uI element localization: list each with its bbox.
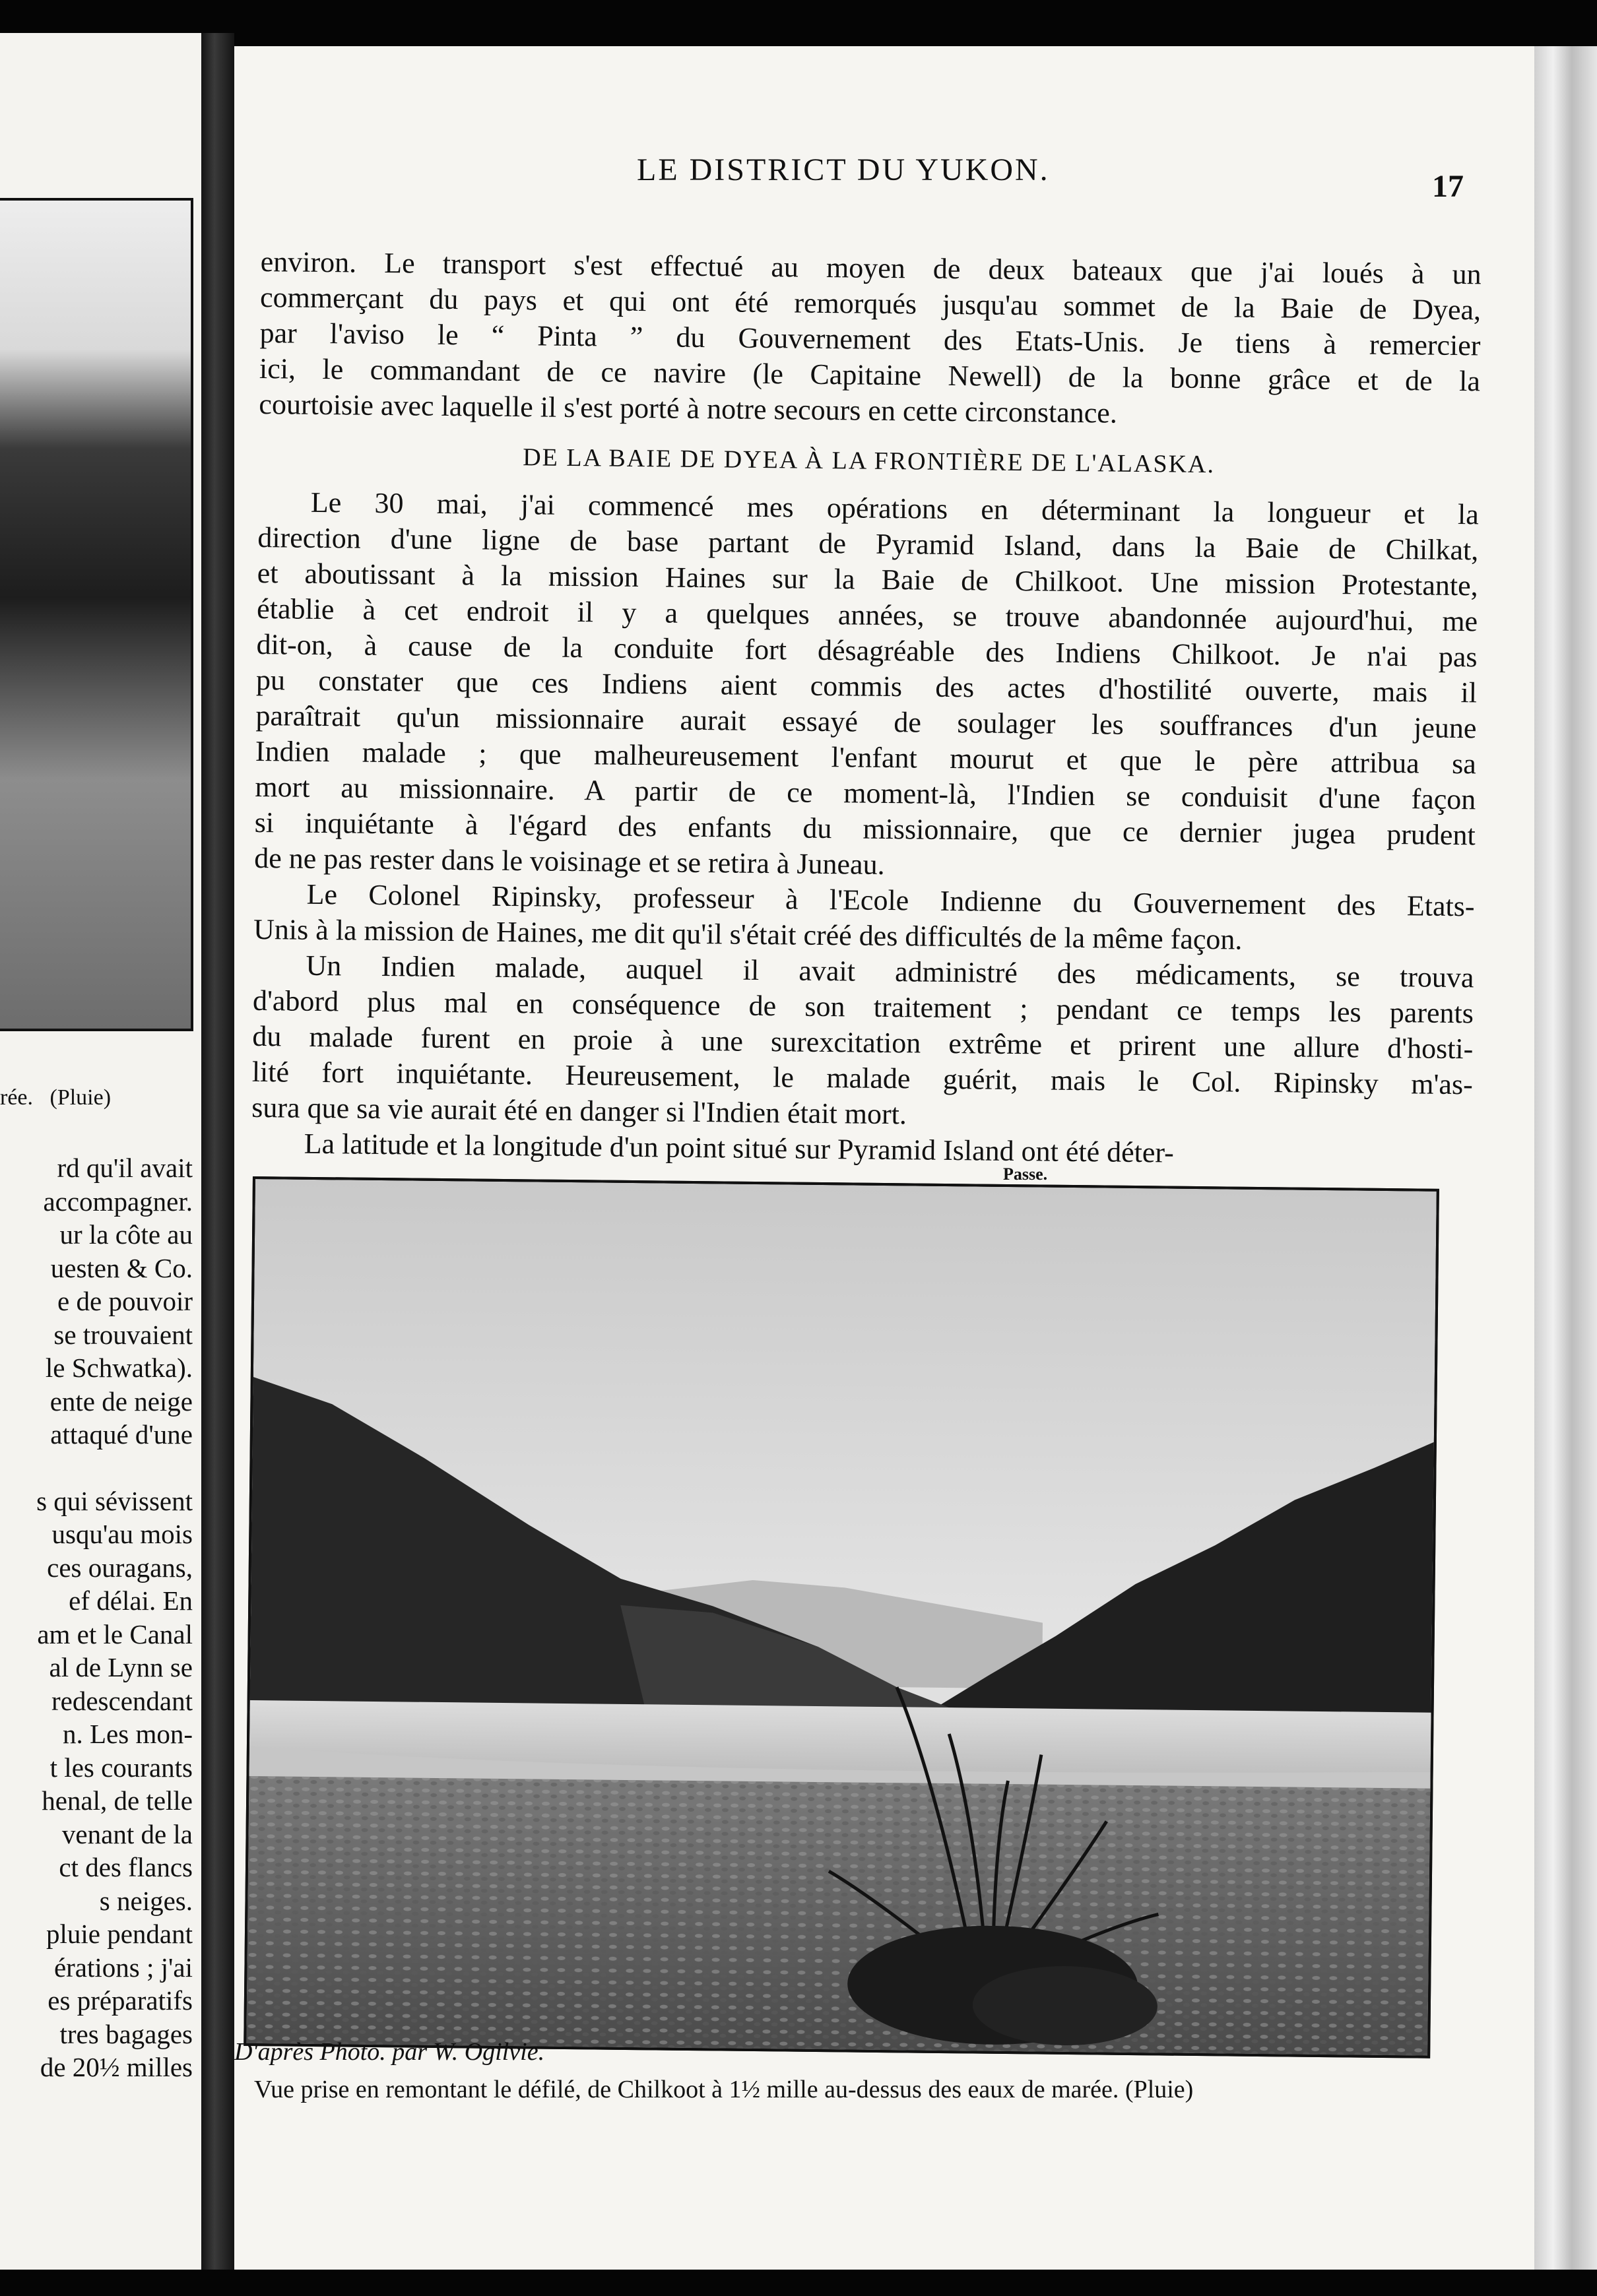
section-text-line: de ne pas rester dans le voisinage et se retira à Juneau. xyxy=(253,841,885,881)
section-text-line: Indien malade ; que malheureusement l'enfant mourut et que le père attribua sa xyxy=(255,734,1477,781)
previous-page-line: n. Les mon- xyxy=(63,1719,193,1749)
section-text-line: direction d'une ligne de base partant de Pyramid Island, dans la Baie de Chilkat, xyxy=(257,521,1479,567)
running-header: LE DISTRICT DU YUKON. xyxy=(637,152,1050,187)
page-edge xyxy=(1534,46,1597,2270)
section-text-line: du malade furent en proie à une surexcitation extrême et prirent une allure d'hosti- xyxy=(252,1019,1474,1066)
previous-page-line: s neiges. xyxy=(99,1885,193,1916)
section-text-line: Le 30 mai, j'ai commencé mes opérations en déterminant la longueur et la xyxy=(310,486,1480,531)
previous-page-line: ef délai. En xyxy=(69,1585,193,1616)
section-text-line: Le Colonel Ripinsky, professeur à l'Ecole Indienne du Gouvernement des Etats- xyxy=(306,877,1475,923)
previous-page-fragment xyxy=(0,33,205,2270)
previous-page-line: s qui sévissent xyxy=(36,1485,193,1516)
section-paragraphs xyxy=(251,484,1479,1174)
previous-page-line: attaqué d'une xyxy=(50,1419,193,1450)
intro-text-line: ici, le commandant de ce navire (le Capitaine Newell) de la bonne grâce et de la xyxy=(259,352,1481,398)
photo-label-passe: Passe. xyxy=(1003,1164,1048,1184)
section-text-line: et aboutissant à la mission Haines sur la Baie de Chilkoot. Une mission Protestante, xyxy=(257,556,1478,602)
intro-text-line: par l'aviso le “ Pinta ” du Gouvernement des Etats-Unis. Je tiens à remercier xyxy=(259,316,1481,362)
previous-page-line: rd qu'il avait xyxy=(57,1153,193,1183)
previous-page-line: pluie pendant xyxy=(46,1919,193,1949)
previous-page-line: érations ; j'ai xyxy=(53,1952,193,1983)
page-number: 17 xyxy=(1432,169,1464,204)
previous-page-line: venant de la xyxy=(61,1818,193,1849)
landscape-photo xyxy=(244,1176,1439,2058)
book-page xyxy=(234,46,1534,2270)
previous-page-line: al de Lynn se xyxy=(49,1652,193,1682)
previous-page-line: de 20½ milles xyxy=(40,2052,193,2082)
section-text-line: si inquiétante à l'égard des enfants du missionnaire, que ce dernier jugea prudent xyxy=(254,806,1476,852)
landscape-photo-image xyxy=(246,1179,1437,2056)
section-text-line: La latitude et la longitude d'un point situé sur Pyramid Island ont été déter- xyxy=(304,1127,1175,1169)
previous-page-line: accompagner. xyxy=(43,1186,193,1217)
body-text xyxy=(251,244,1481,1174)
section-text-line: mort au missionnaire. A partir de ce moment-là, l'Indien se conduisit d'une façon xyxy=(255,770,1476,816)
photo-caption: Vue prise en remontant le défilé, de Chilkoot à 1½ mille au-dessus des eaux de marée. (Pluie) xyxy=(254,2076,1194,2103)
previous-page-line: t les courants xyxy=(49,1752,193,1783)
previous-page-line: redescendant xyxy=(51,1685,193,1716)
section-text-line: sura que sa vie aurait été en danger si l'Indien était mort. xyxy=(251,1091,907,1131)
previous-page-line: henal, de telle xyxy=(42,1785,193,1816)
previous-page-line xyxy=(0,1451,193,1484)
previous-page-line: ente de neige xyxy=(49,1386,193,1417)
section-text-line: paraîtrait qu'un missionnaire aurait essayé de soulager les souffrances d'un jeune xyxy=(255,699,1477,745)
previous-page-caption: rée. (Pluie) xyxy=(0,1085,112,1110)
previous-page-line: e de pouvoir xyxy=(57,1286,193,1316)
intro-paragraph xyxy=(259,244,1482,435)
previous-page-line: ct des flancs xyxy=(59,1852,193,1882)
previous-page-line: ur la côte au xyxy=(59,1219,193,1250)
previous-page-line: le Schwatka). xyxy=(45,1353,193,1383)
photo-credit: D'après Photo. par W. Ogilvie. xyxy=(234,2038,545,2066)
previous-page-line: usqu'au mois xyxy=(51,1519,193,1549)
section-text-line: lité fort inquiétante. Heureusement, le malade guérit, mais le Col. Ripinsky m'as- xyxy=(251,1055,1474,1101)
section-text-line: Unis à la mission de Haines, me dit qu'il s'était créé des difficultés de la même façon. xyxy=(253,912,1243,956)
section-text-line: d'abord plus mal en conséquence de son traitement ; pendant ce temps les parents xyxy=(252,984,1474,1030)
section-text-line: pu constater que ces Indiens aient commis des actes d'hostilité ouverte, mais il xyxy=(255,663,1478,709)
previous-page-photo xyxy=(0,198,193,1031)
section-text-line: Un Indien malade, auquel il avait administré des médicaments, se trouva xyxy=(306,949,1474,994)
previous-page-line: se trouvaient xyxy=(53,1319,193,1350)
previous-page-line: am et le Canal xyxy=(37,1618,193,1649)
intro-text-line: commerçant du pays et qui ont été remorqués jusqu'au sommet de la Baie de Dyea, xyxy=(259,280,1482,327)
section-heading: DE LA BAIE DE DYEA À LA FRONTIÈRE DE L'ALASKA. xyxy=(523,443,1216,479)
previous-page-line: uesten & Co. xyxy=(50,1252,193,1283)
previous-page-line: tres bagages xyxy=(59,2018,193,2049)
intro-text-line: courtoisie avec laquelle il s'est porté à notre secours en cette circonstance. xyxy=(259,387,1118,430)
book-gutter xyxy=(201,33,234,2270)
section-text-line: établie à cet endroit il y a quelques années, se trouve abandonnée aujourd'hui, me xyxy=(256,592,1478,638)
section-text-line: dit-on, à cause de la conduite fort désagréable des Indiens Chilkoot. Je n'ai pas xyxy=(256,627,1478,674)
previous-page-line: ces ouragans, xyxy=(47,1552,193,1583)
previous-page-text xyxy=(0,1151,193,2084)
previous-page-line: es préparatifs xyxy=(48,1985,193,2016)
intro-text-line: environ. Le transport s'est effectué au moyen de deux bateaux que j'ai loués à un xyxy=(260,245,1482,291)
